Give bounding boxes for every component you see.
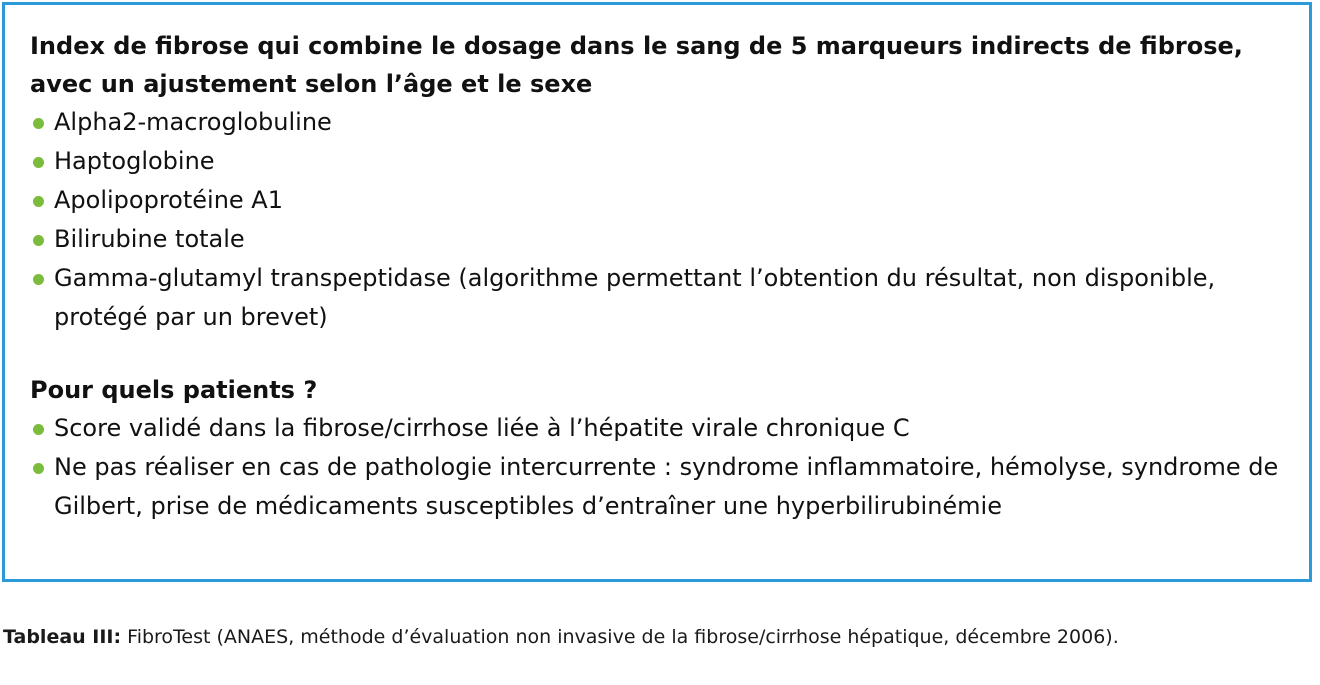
table-caption xyxy=(3,622,1315,652)
list-item-text: Apolipoprotéine A1 xyxy=(54,186,283,214)
list-item-text: Gamma-glutamyl transpeptidase (algorithme permettant l’obtention du résultat, non disponible, protégé par un brevet) xyxy=(54,264,1216,331)
marker-list xyxy=(30,103,1285,337)
list-item xyxy=(30,409,1285,448)
bullet-icon xyxy=(33,463,44,474)
bullet-icon xyxy=(33,274,44,285)
patient-list xyxy=(30,409,1285,526)
caption-label: Tableau III: xyxy=(3,626,122,648)
caption-text: FibroTest (ANAES, méthode d’évaluation non invasive de la fibrose/cirrhose hépatique, décembre 2006). xyxy=(121,626,1119,648)
list-item xyxy=(30,448,1285,526)
list-item xyxy=(30,220,1285,259)
bullet-icon xyxy=(33,196,44,207)
list-item-text: Score validé dans la fibrose/cirrhose liée à l’hépatite virale chronique C xyxy=(54,414,910,442)
list-item-text: Alpha2-macroglobuline xyxy=(54,108,332,136)
list-item xyxy=(30,181,1285,220)
bullet-icon xyxy=(33,157,44,168)
bullet-icon xyxy=(33,235,44,246)
list-item-text: Ne pas réaliser en cas de pathologie intercurrente : syndrome inflammatoire, hémolyse, syndrome de Gilbert, prise de médicaments susceptibles d’entraîner une hyperbilirubinémie xyxy=(54,453,1279,520)
bullet-icon xyxy=(33,424,44,435)
bullet-icon xyxy=(33,118,44,129)
section-title-patients: Pour quels patients ? xyxy=(30,376,318,404)
list-item-text: Bilirubine totale xyxy=(54,225,245,253)
list-item xyxy=(30,259,1285,337)
section-spacer xyxy=(30,337,1285,371)
list-item xyxy=(30,142,1285,181)
info-box xyxy=(2,2,1312,582)
section-title-index: Index de fibrose qui combine le dosage dans le sang de 5 marqueurs indirects de fibrose, avec un ajustement selon l’âge et le sexe xyxy=(30,32,1243,98)
list-item xyxy=(30,103,1285,142)
list-item-text: Haptoglobine xyxy=(54,147,215,175)
